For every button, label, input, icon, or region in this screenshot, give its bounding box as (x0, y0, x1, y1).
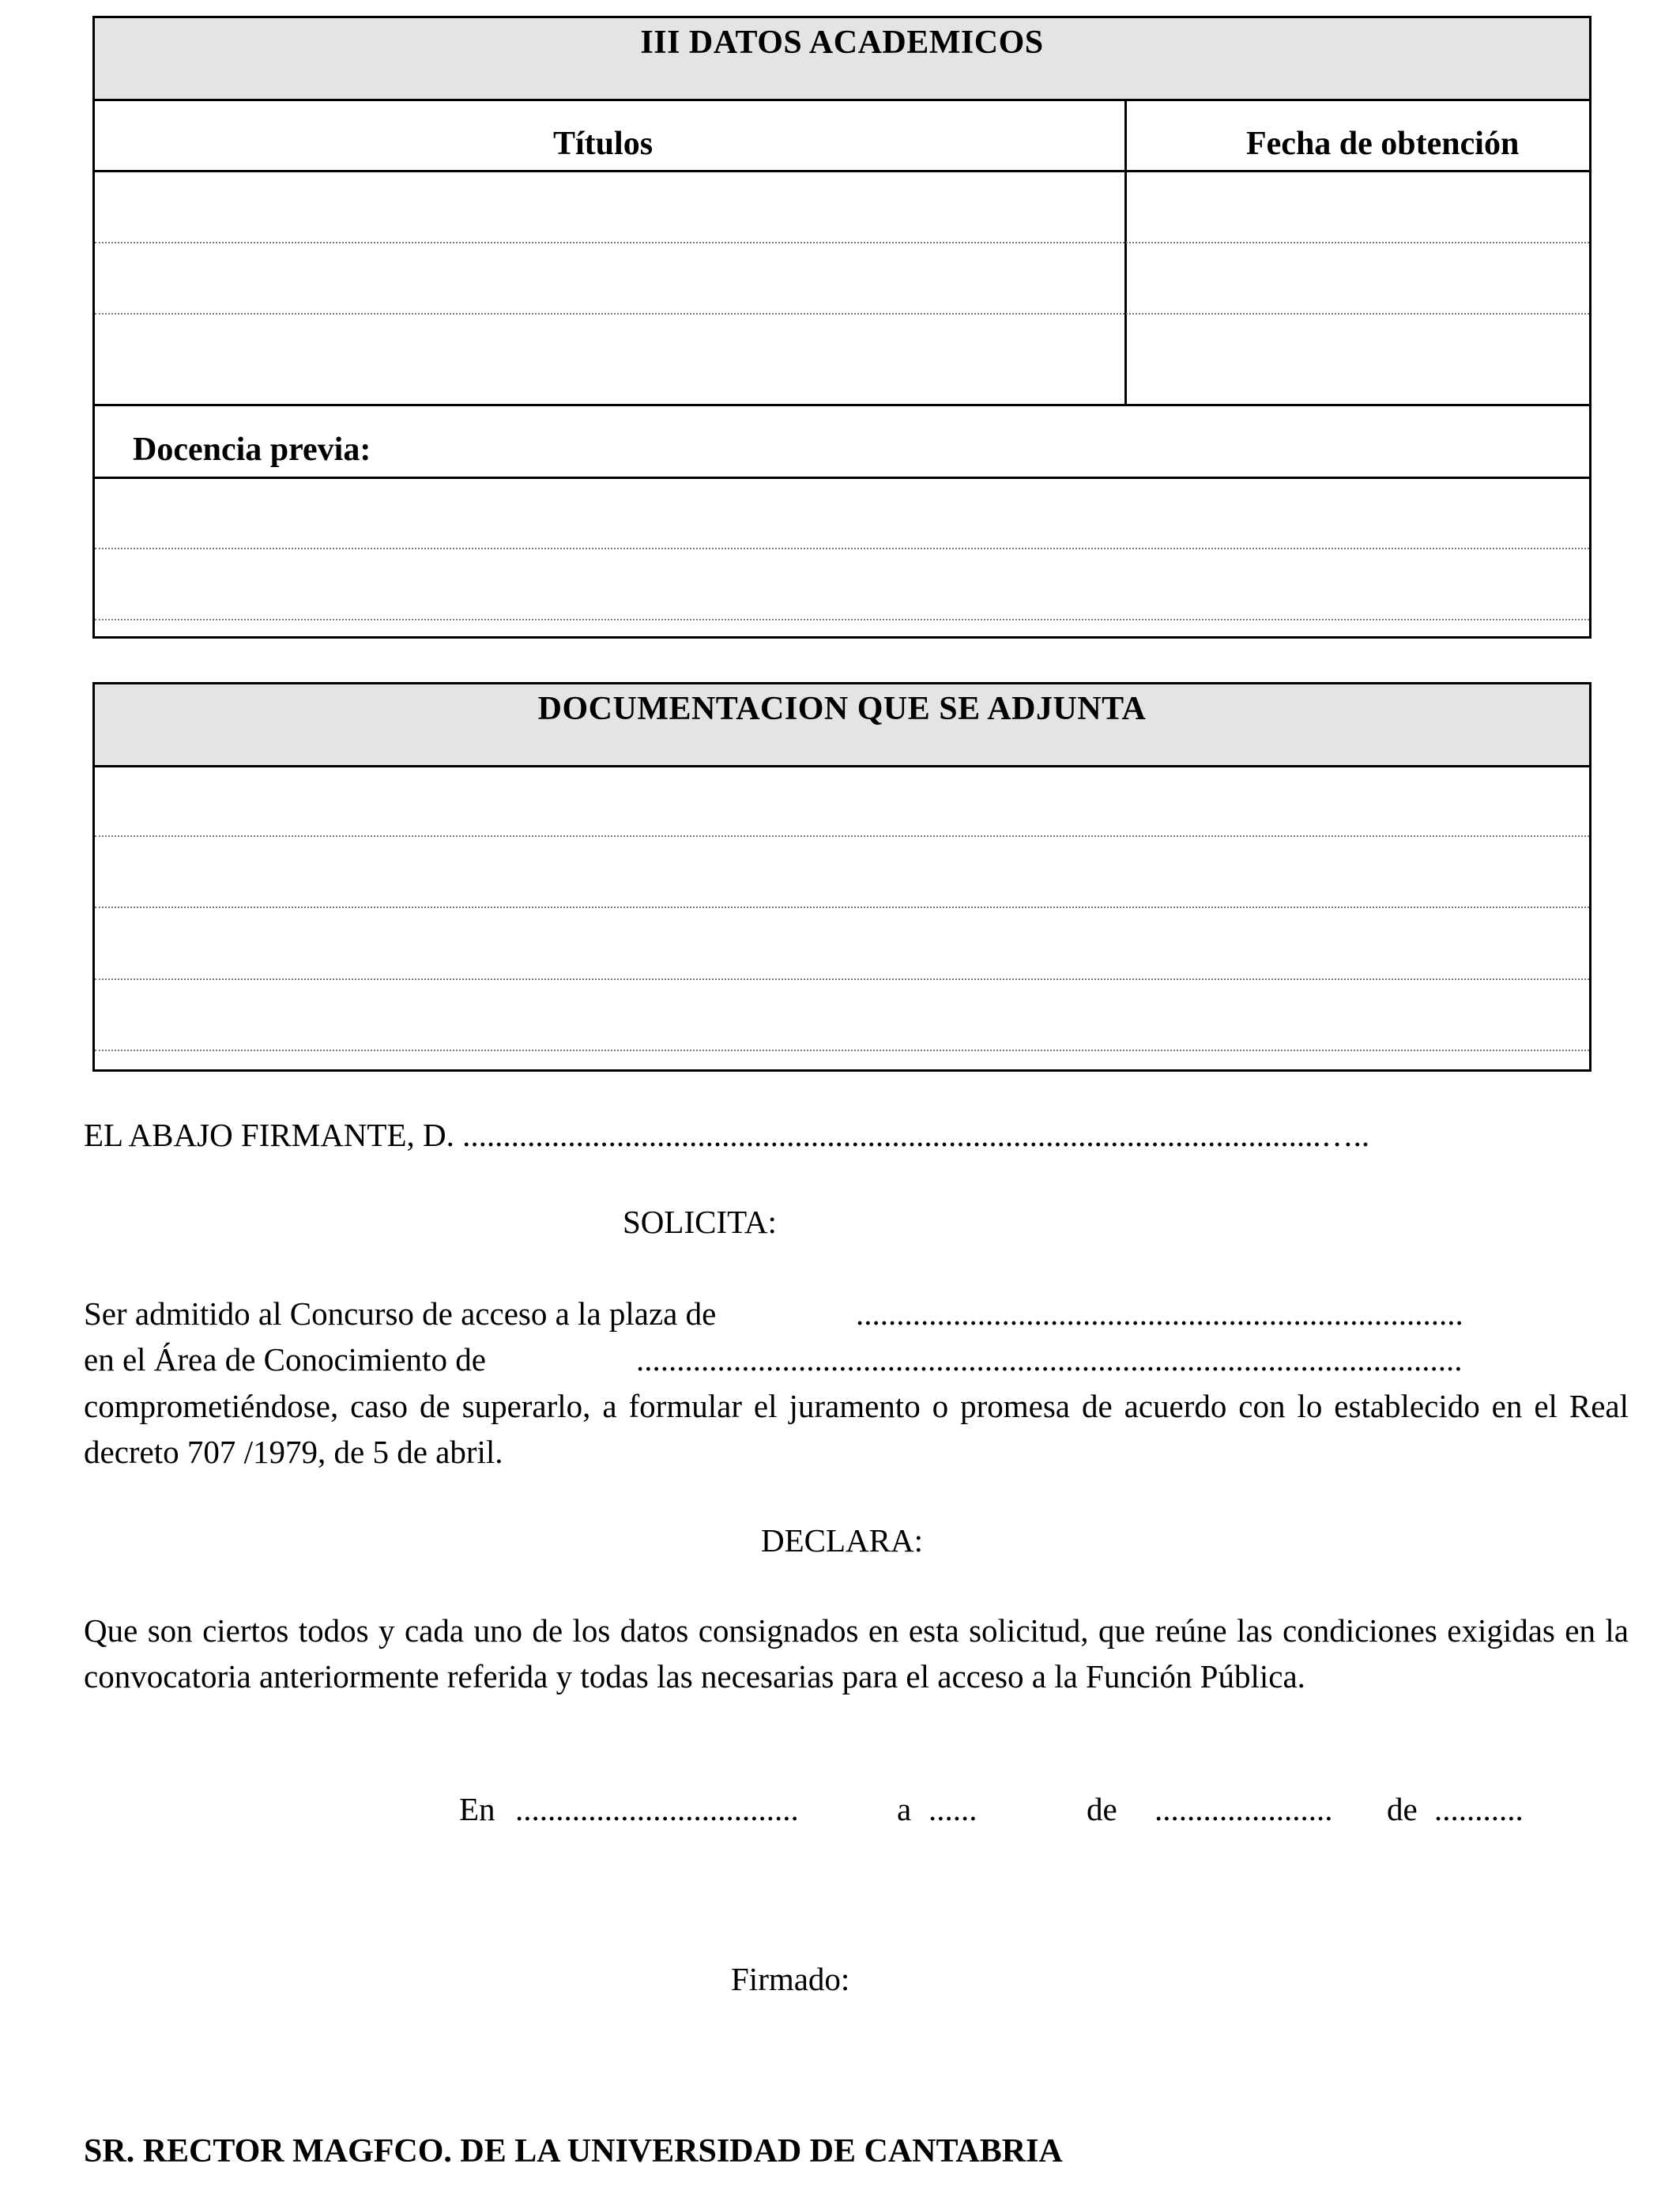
academic-data-table (92, 16, 1591, 639)
plaza-field[interactable]: ........................................................................... (856, 1295, 1463, 1332)
solicita-heading: SOLICITA: (623, 1204, 777, 1240)
declara-heading: DECLARA: (761, 1522, 923, 1559)
documentation-entry-line-1 (95, 835, 1589, 837)
docencia-entry-line-1 (95, 548, 1589, 549)
day-field[interactable]: ...... (929, 1791, 977, 1827)
titulos-bottom-rule (95, 404, 1589, 406)
firmado-label: Firmado: (731, 1961, 850, 1997)
area-label: en el Área de Conocimiento de (84, 1341, 486, 1378)
documentation-table (92, 682, 1591, 1072)
academic-data-header (95, 18, 1589, 101)
academic-data-title: III DATOS ACADEMICOS (640, 25, 1044, 61)
date-de-label-1: de (1087, 1791, 1117, 1827)
declaration-paragraph: Que son ciertos todos y cada uno de los datos consignados en esta solicitud, que reúne las condiciones exigidas en la convocatoria anteriormente referida y todas las necesarias para el acceso a la Función Pública. (84, 1612, 1629, 1695)
date-de-label-2: de (1387, 1791, 1418, 1827)
column-header-rule (95, 170, 1589, 172)
area-field[interactable]: ...................................................................................................... (636, 1341, 1463, 1378)
titulos-column-header: Títulos (553, 126, 654, 162)
titulos-entry-line-1 (95, 242, 1589, 243)
commitment-paragraph: comprometiéndose, caso de superarlo, a formular el juramento o promesa de acuerdo con lo establecido en el Real decreto 707 /1979, de 5 de abril. (84, 1388, 1629, 1470)
documentation-title: DOCUMENTACION QUE SE ADJUNTA (537, 691, 1147, 727)
documentation-entry-line-3 (95, 978, 1589, 980)
column-divider (1124, 99, 1127, 406)
date-a-label: a (897, 1791, 912, 1827)
place-field[interactable]: ................................... (515, 1791, 799, 1827)
documentation-entry-line-4 (95, 1050, 1589, 1051)
month-field[interactable]: ...................... (1155, 1791, 1333, 1827)
docencia-previa-label: Docencia previa: (133, 432, 371, 468)
firmante-line (84, 1116, 1369, 1154)
year-field[interactable]: ........... (1434, 1791, 1524, 1827)
docencia-header-rule (95, 477, 1589, 479)
docencia-entry-line-2 (95, 619, 1589, 620)
fecha-column-header: Fecha de obtención (1246, 126, 1520, 162)
place-en-label: En (459, 1791, 495, 1827)
firmante-name-field[interactable]: ..........................................................................................................….. (462, 1117, 1370, 1153)
plaza-label: Ser admitido al Concurso de acceso a la plaza de (84, 1295, 717, 1332)
documentation-entry-line-2 (95, 907, 1589, 908)
addressee-line: SR. RECTOR MAGFCO. DE LA UNIVERSIDAD DE CANTABRIA (84, 2133, 1063, 2169)
documentation-header (95, 684, 1589, 767)
titulos-entry-line-2 (95, 313, 1589, 315)
firmante-label: EL ABAJO FIRMANTE, D. (84, 1117, 454, 1153)
